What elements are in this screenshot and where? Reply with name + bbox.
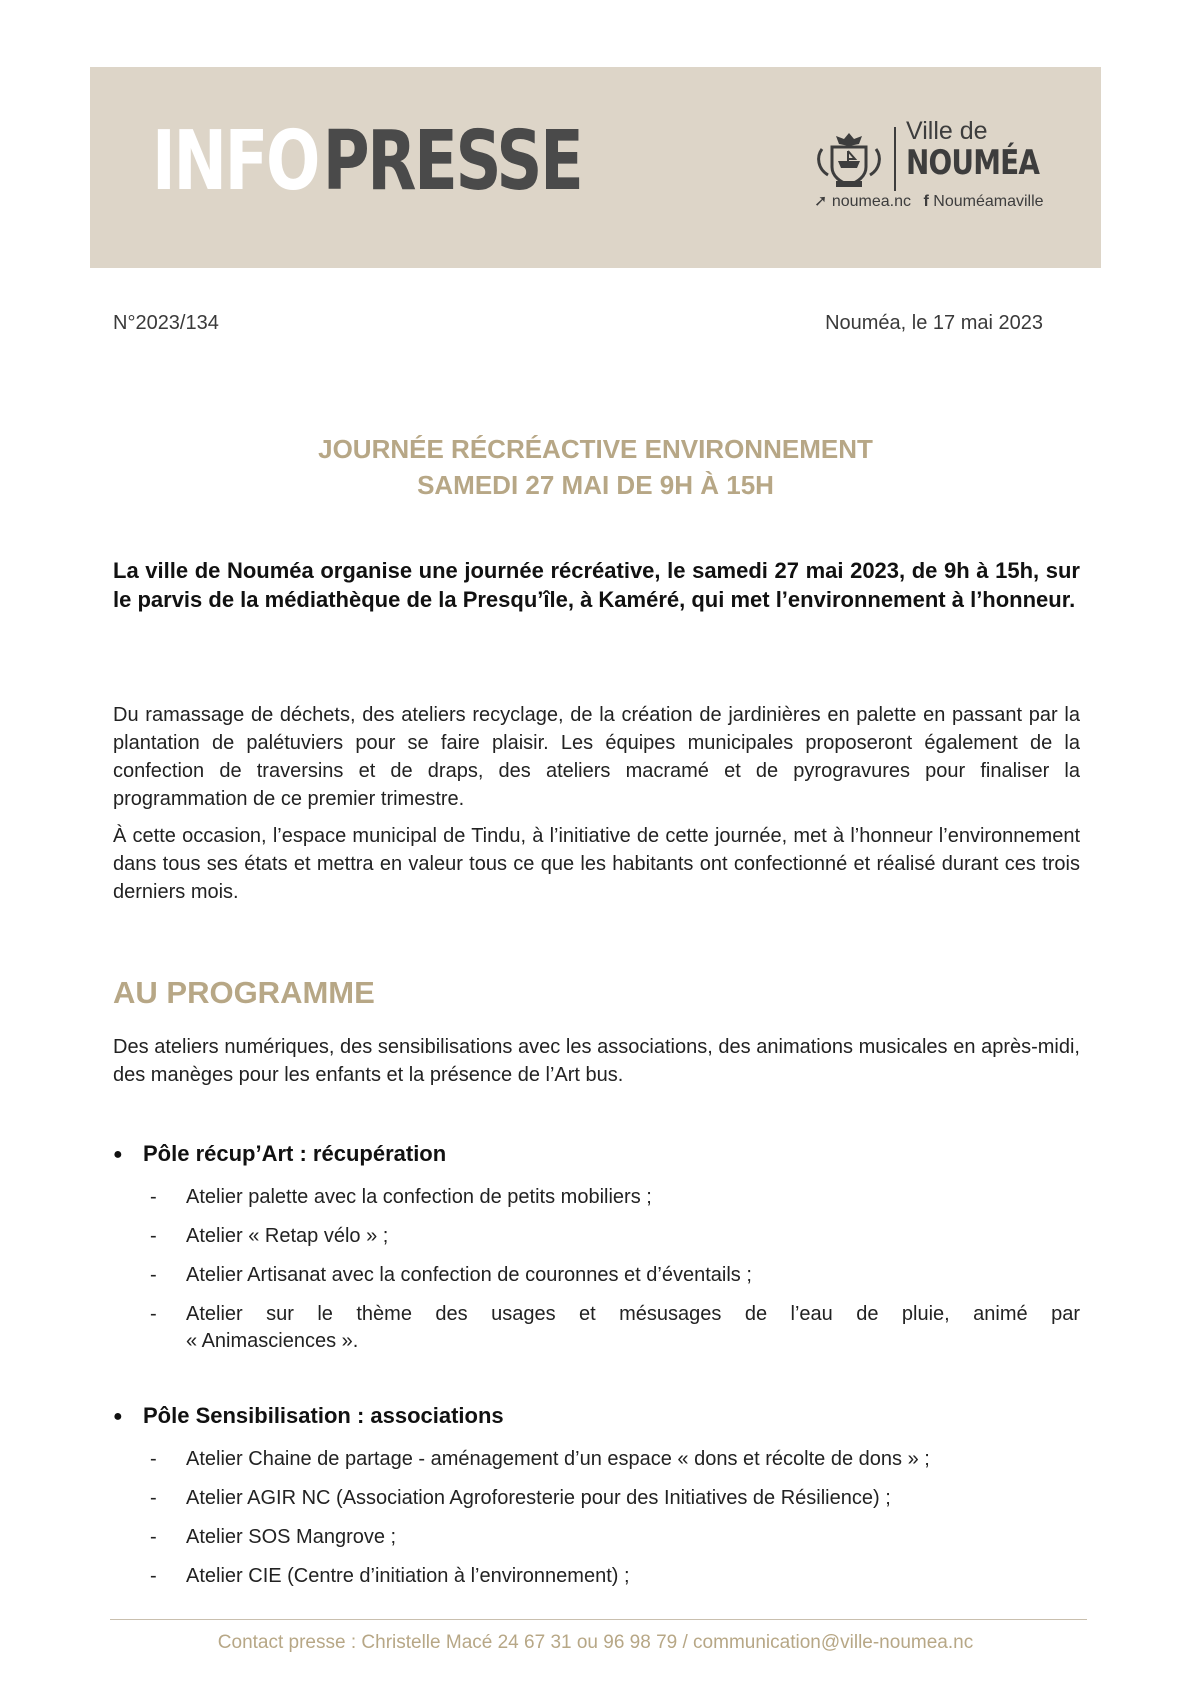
bullet-icon: ●: [113, 1146, 123, 1163]
intro-paragraph: La ville de Nouméa organise une journée récréative, le samedi 27 mai 2023, de 9h à 15h, sur le parvis de la médiathèque de la Presqu’île, à Kaméré, qui met l’environnement à l’honneur.: [113, 558, 1080, 612]
pole-sensibilisation: [113, 1403, 504, 1429]
facebook-link[interactable]: Nouméamaville: [933, 193, 1044, 210]
pole-recup-art: [113, 1141, 446, 1167]
body-paragraph-2: À cette occasion, l’espace municipal de Tindu, à l’initiative de cette journée, met à l’honneur l’environnement dans tous ses états et mettra en valeur tous ce que les habitants ont confectionné et réalisé durant ces trois derniers mois.: [113, 825, 1080, 903]
logo-links: [814, 194, 1044, 210]
arrow-icon: ➚: [814, 193, 828, 210]
footer-divider: [110, 1619, 1087, 1620]
info-presse-title: [152, 114, 582, 209]
headline-line-1: JOURNÉE RÉCRÉACTIVE ENVIRONNEMENT: [318, 434, 873, 464]
list-item: - Atelier « Retap vélo » ;: [150, 1225, 389, 1247]
programme-heading: AU PROGRAMME: [113, 975, 375, 1010]
body-paragraph-1: Du ramassage de déchets, des ateliers recyclage, de la création de jardinières en palette en passant par la plantation de palétuviers pour se faire plaisir. Les équipes municipales proposeront également de la confection de traversins et de draps, des ateliers macramé et de pyrogravures pour finaliser la programmation de ce premier trimestre.: [113, 704, 1080, 810]
footer-contact: Contact presse : Christelle Macé 24 67 31 ou 96 98 79 / communication@ville-noumea.nc: [217, 1632, 974, 1653]
pole-title: Pôle Sensibilisation : associations: [143, 1403, 504, 1428]
facebook-icon: f: [923, 193, 929, 210]
brand-info: INFO: [152, 114, 319, 209]
coat-of-arms-icon: [814, 129, 884, 189]
website-link[interactable]: noumea.nc: [831, 193, 912, 210]
list-item: - Atelier SOS Mangrove ;: [150, 1526, 397, 1548]
logo-ville-de: Ville de: [906, 117, 988, 145]
list-item: - Atelier CIE (Centre d’initiation à l’environnement) ;: [150, 1565, 630, 1587]
headline-line-2: SAMEDI 27 MAI DE 9H À 15H: [417, 470, 774, 500]
list-item: - Atelier sur le thème des usages et mésusages de l’eau de pluie, animé par « Animasciences ».: [150, 1303, 1080, 1352]
bullet-icon: ●: [113, 1408, 123, 1425]
ville-de-noumea-logo: [814, 119, 1054, 209]
list-item: - Atelier palette avec la confection de petits mobiliers ;: [150, 1186, 652, 1208]
press-release-date: Nouméa, le 17 mai 2023: [825, 312, 1043, 334]
pole-title: Pôle récup’Art : récupération: [143, 1141, 447, 1166]
logo-noumea: NOUMÉA: [906, 143, 1040, 183]
programme-intro: Des ateliers numériques, des sensibilisations avec les associations, des animations musicales en après-midi, des manèges pour les enfants et la présence de l’Art bus.: [113, 1036, 1080, 1086]
list-item: - Atelier Chaine de partage - aménagement d’un espace « dons et récolte de dons » ;: [150, 1448, 930, 1470]
brand-presse: PRESSE: [322, 114, 582, 209]
list-item: - Atelier AGIR NC (Association Agroforesterie pour des Initiatives de Résilience) ;: [150, 1487, 891, 1509]
press-release-number: N°2023/134: [113, 312, 219, 334]
logo-divider: [894, 127, 896, 191]
list-item: - Atelier Artisanat avec la confection de couronnes et d’éventails ;: [150, 1264, 752, 1286]
header-banner: [90, 67, 1101, 268]
